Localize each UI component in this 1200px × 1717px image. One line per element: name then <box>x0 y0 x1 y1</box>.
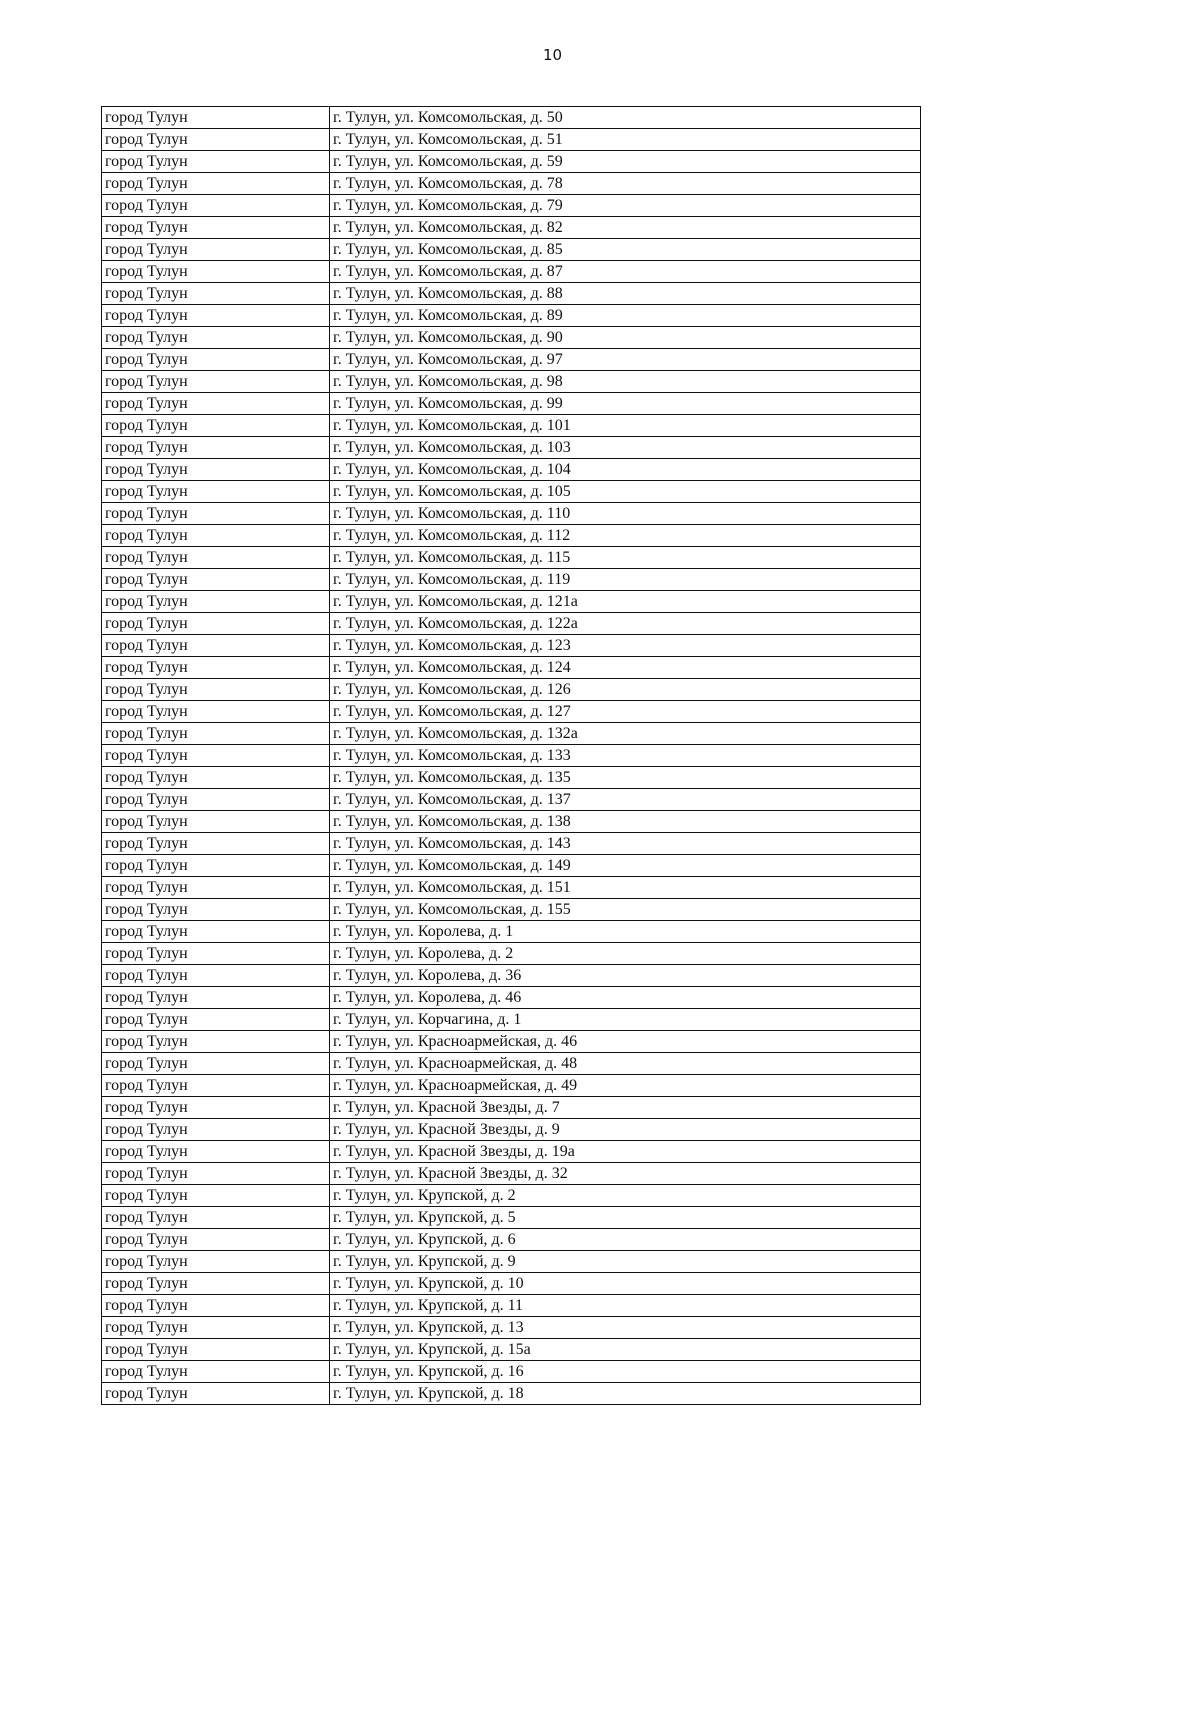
address-cell: г. Тулун, ул. Красноармейская, д. 48 <box>330 1053 921 1075</box>
address-cell: г. Тулун, ул. Комсомольская, д. 115 <box>330 547 921 569</box>
address-cell: г. Тулун, ул. Крупской, д. 5 <box>330 1207 921 1229</box>
city-cell: город Тулун <box>102 217 330 239</box>
city-cell: город Тулун <box>102 1141 330 1163</box>
address-cell: г. Тулун, ул. Красноармейская, д. 49 <box>330 1075 921 1097</box>
address-cell: г. Тулун, ул. Комсомольская, д. 97 <box>330 349 921 371</box>
city-cell: город Тулун <box>102 1317 330 1339</box>
city-cell: город Тулун <box>102 613 330 635</box>
address-cell: г. Тулун, ул. Королева, д. 2 <box>330 943 921 965</box>
address-cell: г. Тулун, ул. Комсомольская, д. 133 <box>330 745 921 767</box>
address-cell: г. Тулун, ул. Комсомольская, д. 124 <box>330 657 921 679</box>
city-cell: город Тулун <box>102 327 330 349</box>
table-row <box>102 679 921 701</box>
address-cell: г. Тулун, ул. Красной Звезды, д. 32 <box>330 1163 921 1185</box>
city-cell: город Тулун <box>102 591 330 613</box>
city-cell: город Тулун <box>102 767 330 789</box>
table-row <box>102 1383 921 1405</box>
city-cell: город Тулун <box>102 943 330 965</box>
city-cell: город Тулун <box>102 437 330 459</box>
address-cell: г. Тулун, ул. Комсомольская, д. 104 <box>330 459 921 481</box>
city-cell: город Тулун <box>102 393 330 415</box>
city-cell: город Тулун <box>102 1031 330 1053</box>
address-cell: г. Тулун, ул. Крупской, д. 13 <box>330 1317 921 1339</box>
address-cell: г. Тулун, ул. Комсомольская, д. 155 <box>330 899 921 921</box>
table-row <box>102 525 921 547</box>
city-cell: город Тулун <box>102 459 330 481</box>
page-number: 10 <box>542 46 563 64</box>
table-row <box>102 217 921 239</box>
city-cell: город Тулун <box>102 987 330 1009</box>
table-row <box>102 855 921 877</box>
address-cell: г. Тулун, ул. Комсомольская, д. 138 <box>330 811 921 833</box>
address-cell: г. Тулун, ул. Крупской, д. 16 <box>330 1361 921 1383</box>
table-row <box>102 657 921 679</box>
table-row <box>102 789 921 811</box>
city-cell: город Тулун <box>102 107 330 129</box>
table-row <box>102 503 921 525</box>
city-cell: город Тулун <box>102 151 330 173</box>
address-cell: г. Тулун, ул. Крупской, д. 2 <box>330 1185 921 1207</box>
address-cell: г. Тулун, ул. Комсомольская, д. 99 <box>330 393 921 415</box>
address-cell: г. Тулун, ул. Крупской, д. 10 <box>330 1273 921 1295</box>
city-cell: город Тулун <box>102 1097 330 1119</box>
address-cell: г. Тулун, ул. Комсомольская, д. 103 <box>330 437 921 459</box>
address-cell: г. Тулун, ул. Комсомольская, д. 79 <box>330 195 921 217</box>
address-cell: г. Тулун, ул. Комсомольская, д. 149 <box>330 855 921 877</box>
table-row <box>102 107 921 129</box>
table-row <box>102 371 921 393</box>
city-cell: город Тулун <box>102 1273 330 1295</box>
address-cell: г. Тулун, ул. Крупской, д. 18 <box>330 1383 921 1405</box>
table-row <box>102 767 921 789</box>
table-row <box>102 1185 921 1207</box>
table-row <box>102 173 921 195</box>
table-row <box>102 1273 921 1295</box>
address-cell: г. Тулун, ул. Комсомольская, д. 143 <box>330 833 921 855</box>
table-row <box>102 151 921 173</box>
address-cell: г. Тулун, ул. Комсомольская, д. 101 <box>330 415 921 437</box>
table-row <box>102 1163 921 1185</box>
address-cell: г. Тулун, ул. Комсомольская, д. 151 <box>330 877 921 899</box>
table-row <box>102 591 921 613</box>
address-cell: г. Тулун, ул. Комсомольская, д. 51 <box>330 129 921 151</box>
address-cell: г. Тулун, ул. Красноармейская, д. 46 <box>330 1031 921 1053</box>
address-cell: г. Тулун, ул. Комсомольская, д. 82 <box>330 217 921 239</box>
city-cell: город Тулун <box>102 305 330 327</box>
table-row <box>102 1097 921 1119</box>
table-row <box>102 1251 921 1273</box>
table-row <box>102 327 921 349</box>
address-cell: г. Тулун, ул. Комсомольская, д. 119 <box>330 569 921 591</box>
city-cell: город Тулун <box>102 723 330 745</box>
table-row <box>102 1141 921 1163</box>
address-cell: г. Тулун, ул. Крупской, д. 11 <box>330 1295 921 1317</box>
address-cell: г. Тулун, ул. Комсомольская, д. 85 <box>330 239 921 261</box>
table-row <box>102 239 921 261</box>
city-cell: город Тулун <box>102 503 330 525</box>
city-cell: город Тулун <box>102 371 330 393</box>
table-row <box>102 1031 921 1053</box>
address-cell: г. Тулун, ул. Комсомольская, д. 137 <box>330 789 921 811</box>
city-cell: город Тулун <box>102 679 330 701</box>
city-cell: город Тулун <box>102 1009 330 1031</box>
table-row <box>102 987 921 1009</box>
address-cell: г. Тулун, ул. Крупской, д. 6 <box>330 1229 921 1251</box>
table-row <box>102 1053 921 1075</box>
city-cell: город Тулун <box>102 965 330 987</box>
table-row <box>102 1339 921 1361</box>
address-table <box>101 106 921 1405</box>
address-cell: г. Тулун, ул. Королева, д. 46 <box>330 987 921 1009</box>
table-row <box>102 965 921 987</box>
city-cell: город Тулун <box>102 1185 330 1207</box>
address-cell: г. Тулун, ул. Комсомольская, д. 87 <box>330 261 921 283</box>
city-cell: город Тулун <box>102 1339 330 1361</box>
city-cell: город Тулун <box>102 921 330 943</box>
city-cell: город Тулун <box>102 239 330 261</box>
address-cell: г. Тулун, ул. Комсомольская, д. 105 <box>330 481 921 503</box>
city-cell: город Тулун <box>102 1053 330 1075</box>
address-cell: г. Тулун, ул. Комсомольская, д. 127 <box>330 701 921 723</box>
city-cell: город Тулун <box>102 1075 330 1097</box>
table-row <box>102 723 921 745</box>
city-cell: город Тулун <box>102 173 330 195</box>
address-cell: г. Тулун, ул. Королева, д. 1 <box>330 921 921 943</box>
address-cell: г. Тулун, ул. Комсомольская, д. 98 <box>330 371 921 393</box>
city-cell: город Тулун <box>102 1361 330 1383</box>
city-cell: город Тулун <box>102 283 330 305</box>
table-row <box>102 1119 921 1141</box>
city-cell: город Тулун <box>102 129 330 151</box>
city-cell: город Тулун <box>102 635 330 657</box>
city-cell: город Тулун <box>102 1251 330 1273</box>
table-row <box>102 305 921 327</box>
city-cell: город Тулун <box>102 1229 330 1251</box>
address-cell: г. Тулун, ул. Красной Звезды, д. 19а <box>330 1141 921 1163</box>
table-row <box>102 1317 921 1339</box>
address-cell: г. Тулун, ул. Комсомольская, д. 126 <box>330 679 921 701</box>
table-row <box>102 1229 921 1251</box>
address-table-body <box>102 107 921 1405</box>
city-cell: город Тулун <box>102 701 330 723</box>
city-cell: город Тулун <box>102 195 330 217</box>
address-cell: г. Тулун, ул. Комсомольская, д. 59 <box>330 151 921 173</box>
city-cell: город Тулун <box>102 1383 330 1405</box>
table-row <box>102 1009 921 1031</box>
address-cell: г. Тулун, ул. Комсомольская, д. 135 <box>330 767 921 789</box>
city-cell: город Тулун <box>102 811 330 833</box>
address-cell: г. Тулун, ул. Красной Звезды, д. 7 <box>330 1097 921 1119</box>
table-row <box>102 283 921 305</box>
table-row <box>102 921 921 943</box>
city-cell: город Тулун <box>102 1119 330 1141</box>
city-cell: город Тулун <box>102 877 330 899</box>
address-cell: г. Тулун, ул. Комсомольская, д. 78 <box>330 173 921 195</box>
city-cell: город Тулун <box>102 525 330 547</box>
address-cell: г. Тулун, ул. Крупской, д. 9 <box>330 1251 921 1273</box>
city-cell: город Тулун <box>102 745 330 767</box>
address-cell: г. Тулун, ул. Комсомольская, д. 121а <box>330 591 921 613</box>
address-cell: г. Тулун, ул. Корчагина, д. 1 <box>330 1009 921 1031</box>
table-row <box>102 833 921 855</box>
city-cell: город Тулун <box>102 789 330 811</box>
table-row <box>102 547 921 569</box>
table-row <box>102 393 921 415</box>
address-cell: г. Тулун, ул. Красной Звезды, д. 9 <box>330 1119 921 1141</box>
address-cell: г. Тулун, ул. Комсомольская, д. 132а <box>330 723 921 745</box>
city-cell: город Тулун <box>102 547 330 569</box>
city-cell: город Тулун <box>102 657 330 679</box>
address-cell: г. Тулун, ул. Крупской, д. 15а <box>330 1339 921 1361</box>
table-row <box>102 877 921 899</box>
city-cell: город Тулун <box>102 899 330 921</box>
address-cell: г. Тулун, ул. Комсомольская, д. 88 <box>330 283 921 305</box>
address-cell: г. Тулун, ул. Комсомольская, д. 110 <box>330 503 921 525</box>
table-row <box>102 437 921 459</box>
city-cell: город Тулун <box>102 261 330 283</box>
table-row <box>102 349 921 371</box>
address-cell: г. Тулун, ул. Комсомольская, д. 123 <box>330 635 921 657</box>
address-cell: г. Тулун, ул. Комсомольская, д. 112 <box>330 525 921 547</box>
table-row <box>102 481 921 503</box>
table-row <box>102 195 921 217</box>
address-cell: г. Тулун, ул. Комсомольская, д. 50 <box>330 107 921 129</box>
table-row <box>102 899 921 921</box>
address-cell: г. Тулун, ул. Комсомольская, д. 122а <box>330 613 921 635</box>
table-row <box>102 459 921 481</box>
city-cell: город Тулун <box>102 855 330 877</box>
table-row <box>102 569 921 591</box>
city-cell: город Тулун <box>102 569 330 591</box>
city-cell: город Тулун <box>102 415 330 437</box>
city-cell: город Тулун <box>102 1163 330 1185</box>
city-cell: город Тулун <box>102 1207 330 1229</box>
table-row <box>102 745 921 767</box>
table-row <box>102 613 921 635</box>
city-cell: город Тулун <box>102 481 330 503</box>
table-row <box>102 129 921 151</box>
table-row <box>102 701 921 723</box>
table-row <box>102 415 921 437</box>
table-row <box>102 811 921 833</box>
address-cell: г. Тулун, ул. Королева, д. 36 <box>330 965 921 987</box>
city-cell: город Тулун <box>102 349 330 371</box>
address-cell: г. Тулун, ул. Комсомольская, д. 89 <box>330 305 921 327</box>
table-row <box>102 1075 921 1097</box>
table-row <box>102 1295 921 1317</box>
city-cell: город Тулун <box>102 833 330 855</box>
table-row <box>102 1361 921 1383</box>
city-cell: город Тулун <box>102 1295 330 1317</box>
table-row <box>102 943 921 965</box>
address-cell: г. Тулун, ул. Комсомольская, д. 90 <box>330 327 921 349</box>
table-row <box>102 261 921 283</box>
table-row <box>102 635 921 657</box>
table-row <box>102 1207 921 1229</box>
